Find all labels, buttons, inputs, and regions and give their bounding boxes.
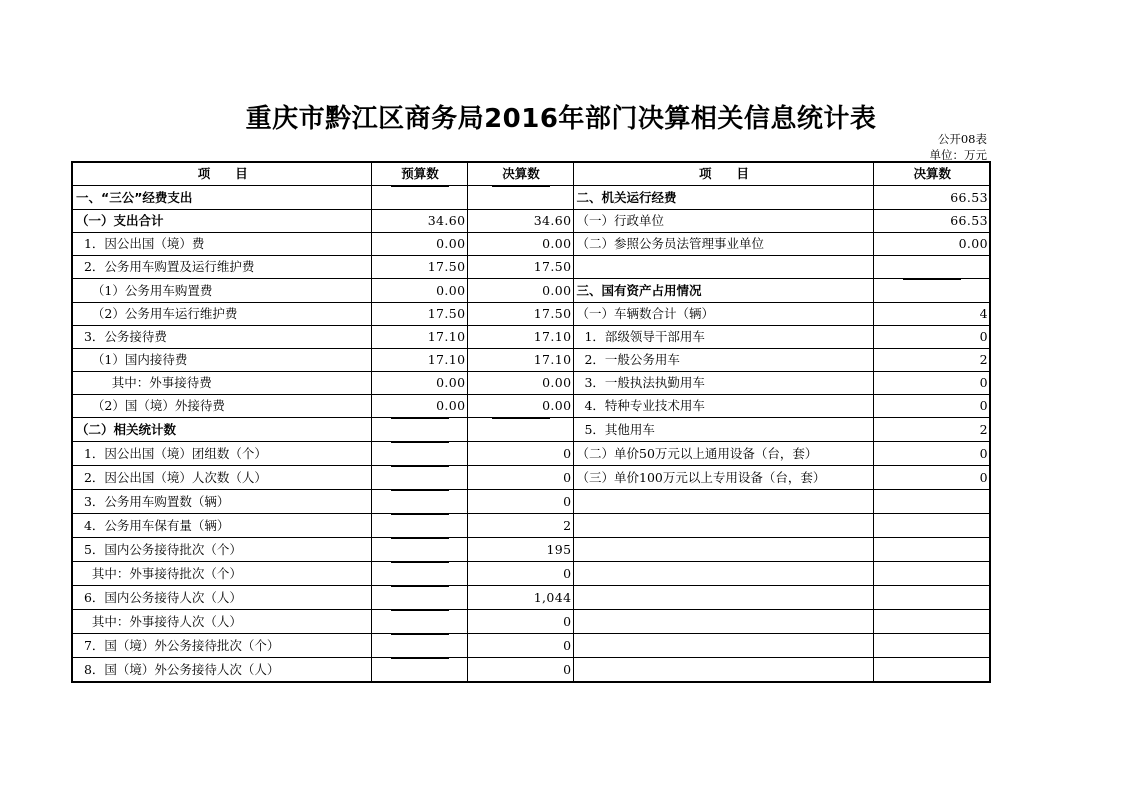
item-cell: （2）国（境）外接待费	[72, 395, 371, 418]
item-cell: （1）国内接待费	[72, 349, 371, 372]
dash-mark	[391, 634, 449, 657]
dash-mark	[391, 418, 449, 441]
statistics-table	[71, 161, 991, 683]
table-row	[72, 210, 990, 233]
page-title: 重庆市黔江区商务局2016年部门决算相关信息统计表	[245, 104, 877, 134]
header-budget: 预算数	[371, 162, 467, 186]
table-row	[72, 418, 990, 442]
item-cell: 5．国内公务接待批次（个）	[72, 538, 371, 562]
final-cell: 0.00	[467, 233, 573, 256]
final-cell: 1,044	[467, 586, 573, 610]
final-right-cell	[873, 658, 990, 683]
final-right-cell: 0.00	[873, 233, 990, 256]
header-row	[72, 162, 990, 186]
final-cell: 0	[467, 562, 573, 586]
budget-cell	[371, 490, 467, 514]
item-cell: 1．因公出国（境）费	[72, 233, 371, 256]
table-row	[72, 186, 990, 210]
final-cell: 0	[467, 466, 573, 490]
final-cell: 0	[467, 634, 573, 658]
budget-cell: 34.60	[371, 210, 467, 233]
item-cell: （2）公务用车运行维护费	[72, 303, 371, 326]
dash-mark	[903, 279, 961, 302]
item-right-cell: 4．特种专业技术用车	[573, 395, 873, 418]
table-row	[72, 610, 990, 634]
final-right-cell	[873, 562, 990, 586]
unit-label: 单位：万元	[929, 148, 987, 160]
final-right-cell	[873, 514, 990, 538]
item-right-cell: 3．一般执法执勤用车	[573, 372, 873, 395]
budget-cell: 0.00	[371, 279, 467, 303]
final-cell: 0	[467, 610, 573, 634]
budget-cell: 17.10	[371, 349, 467, 372]
item-right-cell: （二）单价50万元以上通用设备（台，套）	[573, 442, 873, 466]
item-right-cell: （一）行政单位	[573, 210, 873, 233]
item-right-cell	[573, 586, 873, 610]
table-row	[72, 372, 990, 395]
header-item: 项 目	[72, 162, 371, 186]
final-right-cell	[873, 634, 990, 658]
table-row	[72, 562, 990, 586]
form-number: 公开08表	[937, 132, 987, 146]
item-cell: （一）支出合计	[72, 210, 371, 233]
item-right-cell: 5．其他用车	[573, 418, 873, 442]
item-cell: 1．因公出国（境）团组数（个）	[72, 442, 371, 466]
table-row	[72, 490, 990, 514]
dash-mark	[391, 562, 449, 585]
final-cell: 17.50	[467, 303, 573, 326]
budget-cell: 17.50	[371, 303, 467, 326]
budget-cell: 0.00	[371, 233, 467, 256]
table-row	[72, 303, 990, 326]
final-right-cell: 66.53	[873, 210, 990, 233]
dash-mark	[391, 610, 449, 633]
item-cell: 2．因公出国（境）人次数（人）	[72, 466, 371, 490]
final-right-cell	[873, 610, 990, 634]
final-right-cell: 2	[873, 349, 990, 372]
item-cell: 3．公务接待费	[72, 326, 371, 349]
dash-mark	[391, 538, 449, 561]
final-cell: 0	[467, 658, 573, 683]
final-right-cell	[873, 586, 990, 610]
final-cell: 0.00	[467, 372, 573, 395]
budget-cell	[371, 538, 467, 562]
item-right-cell: 1．部级领导干部用车	[573, 326, 873, 349]
item-cell: 其中：外事接待人次（人）	[72, 610, 371, 634]
item-right-cell	[573, 514, 873, 538]
dash-mark	[492, 186, 550, 209]
item-cell: 6．国内公务接待人次（人）	[72, 586, 371, 610]
item-cell: （1）公务用车购置费	[72, 279, 371, 303]
table-row	[72, 256, 990, 279]
final-right-cell: 2	[873, 418, 990, 442]
final-cell: 0.00	[467, 279, 573, 303]
header-final: 决算数	[467, 162, 573, 186]
dash-mark	[391, 442, 449, 465]
final-cell: 0	[467, 490, 573, 514]
budget-cell	[371, 442, 467, 466]
budget-cell	[371, 610, 467, 634]
budget-cell	[371, 466, 467, 490]
budget-cell	[371, 418, 467, 442]
final-right-cell	[873, 256, 990, 279]
table-row	[72, 634, 990, 658]
item-right-cell	[573, 658, 873, 683]
final-right-cell: 0	[873, 372, 990, 395]
item-right-cell: 二、机关运行经费	[573, 186, 873, 210]
budget-cell: 17.50	[371, 256, 467, 279]
final-right-cell: 0	[873, 442, 990, 466]
item-cell: 7．国（境）外公务接待批次（个）	[72, 634, 371, 658]
budget-cell: 0.00	[371, 372, 467, 395]
dash-mark	[391, 586, 449, 609]
final-right-cell	[873, 279, 990, 303]
item-right-cell	[573, 610, 873, 634]
item-cell: 4．公务用车保有量（辆）	[72, 514, 371, 538]
item-cell: 其中：外事接待批次（个）	[72, 562, 371, 586]
item-right-cell: （三）单价100万元以上专用设备（台，套）	[573, 466, 873, 490]
table-row	[72, 514, 990, 538]
budget-cell: 17.10	[371, 326, 467, 349]
table-row	[72, 395, 990, 418]
budget-cell	[371, 514, 467, 538]
table-row	[72, 586, 990, 610]
item-right-cell: （二）参照公务员法管理事业单位	[573, 233, 873, 256]
budget-cell	[371, 562, 467, 586]
final-right-cell: 66.53	[873, 186, 990, 210]
budget-cell	[371, 586, 467, 610]
table-row	[72, 349, 990, 372]
item-right-cell	[573, 538, 873, 562]
final-cell: 34.60	[467, 210, 573, 233]
table-row	[72, 658, 990, 683]
budget-cell: 0.00	[371, 395, 467, 418]
dash-mark	[492, 418, 550, 441]
table-row	[72, 466, 990, 490]
final-cell: 0.00	[467, 395, 573, 418]
final-right-cell	[873, 538, 990, 562]
final-cell: 17.10	[467, 349, 573, 372]
dash-mark	[391, 490, 449, 513]
item-cell: 2．公务用车购置及运行维护费	[72, 256, 371, 279]
final-right-cell: 0	[873, 395, 990, 418]
table-row	[72, 279, 990, 303]
final-cell: 195	[467, 538, 573, 562]
header-final-right: 决算数	[873, 162, 990, 186]
item-right-cell	[573, 562, 873, 586]
item-cell: 一、“三公”经费支出	[72, 186, 371, 210]
dash-mark	[391, 186, 449, 209]
final-right-cell: 4	[873, 303, 990, 326]
final-cell: 2	[467, 514, 573, 538]
dash-mark	[391, 514, 449, 537]
final-right-cell: 0	[873, 326, 990, 349]
budget-cell	[371, 658, 467, 683]
item-cell: 3．公务用车购置数（辆）	[72, 490, 371, 514]
table-row	[72, 538, 990, 562]
dash-mark	[391, 466, 449, 489]
item-right-cell: （一）车辆数合计（辆）	[573, 303, 873, 326]
item-right-cell: 三、国有资产占用情况	[573, 279, 873, 303]
item-right-cell	[573, 634, 873, 658]
item-cell: 其中：外事接待费	[72, 372, 371, 395]
dash-mark	[391, 658, 449, 681]
final-right-cell: 0	[873, 466, 990, 490]
final-cell	[467, 418, 573, 442]
header-item-right: 项 目	[573, 162, 873, 186]
item-right-cell	[573, 256, 873, 279]
table-row	[72, 326, 990, 349]
item-cell: 8．国（境）外公务接待人次（人）	[72, 658, 371, 683]
final-cell: 17.10	[467, 326, 573, 349]
budget-cell	[371, 186, 467, 210]
budget-cell	[371, 634, 467, 658]
final-cell: 0	[467, 442, 573, 466]
item-right-cell	[573, 490, 873, 514]
table-row	[72, 442, 990, 466]
item-right-cell: 2．一般公务用车	[573, 349, 873, 372]
final-cell	[467, 186, 573, 210]
table-row	[72, 233, 990, 256]
final-right-cell	[873, 490, 990, 514]
final-cell: 17.50	[467, 256, 573, 279]
item-cell: （二）相关统计数	[72, 418, 371, 442]
